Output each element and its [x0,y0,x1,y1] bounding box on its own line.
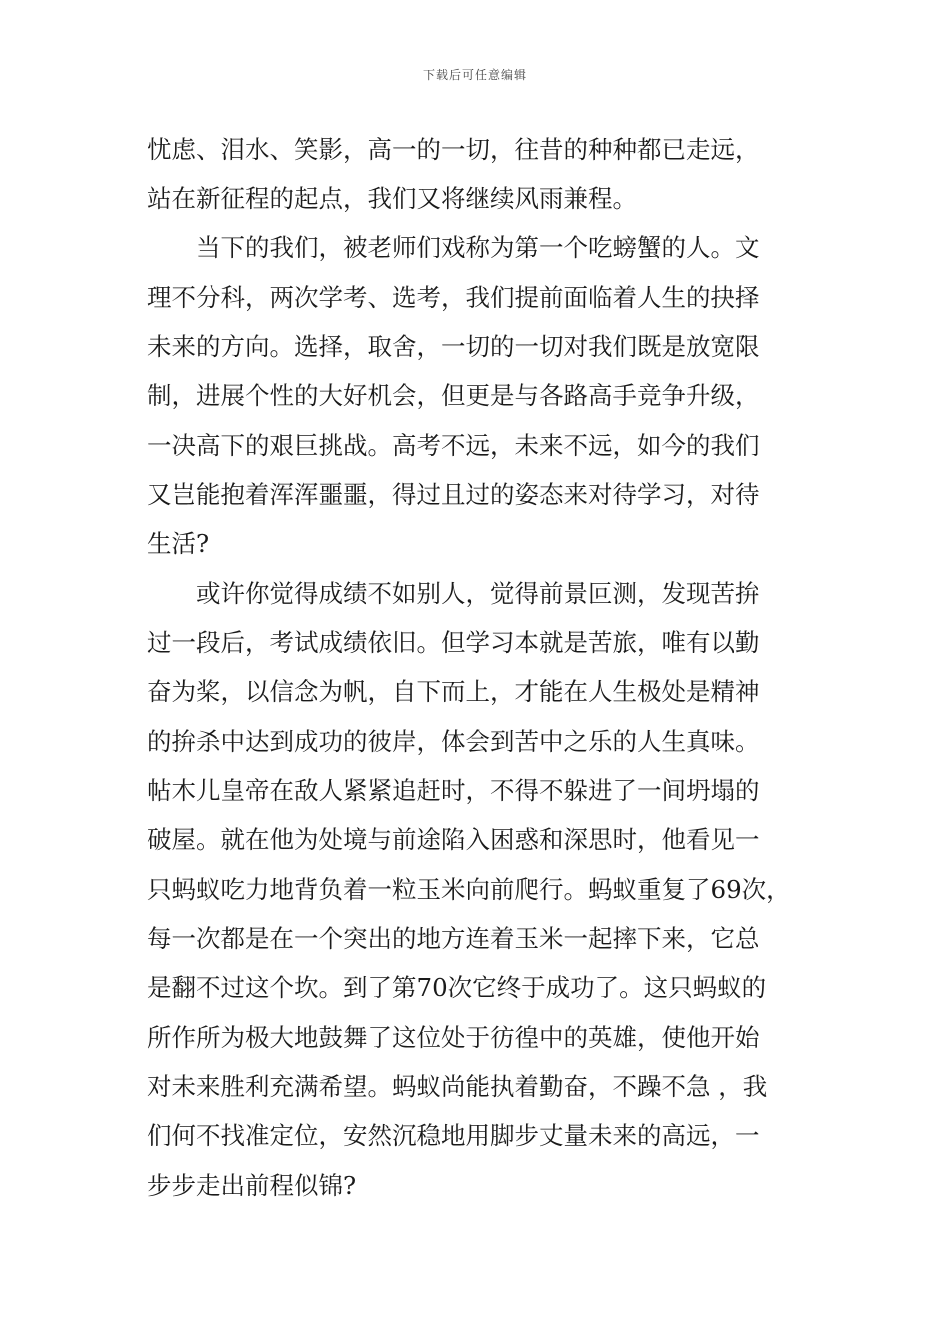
text-line: 奋为桨，以信念为帆，自下而上，才能在人生极处是精神 [147,677,760,706]
text-line: 只蚂蚁吃力地背负着一粒玉米向前爬行。蚂蚁重复了69次， [147,875,791,904]
text-line: 未来的方向。选择，取舍，一切的一切对我们既是放宽限 [147,332,760,361]
text-line: 步步走出前程似锦? [147,1171,357,1200]
page-header: 下载后可任意编辑 [422,68,527,82]
text-line: 当下的我们，被老师们戏称为第一个吃螃蟹的人。文 [196,233,760,262]
text-line: 站在新征程的起点，我们又将继续风雨兼程。 [147,184,637,213]
text-line: 生活? [147,529,210,558]
text-line: 又岂能抱着浑浑噩噩，得过且过的姿态来对待学习，对待 [147,480,760,509]
text-line: 的拚杀中达到成功的彼岸，体会到苦中之乐的人生真味。 [147,727,760,756]
text-line: 破屋。就在他为处境与前途陷入困惑和深思时，他看见一 [147,825,760,854]
text-line: 是翻不过这个坎。到了第70次它终于成功了。这只蚂蚁的 [147,973,767,1002]
text-line: 帖木儿皇帝在敌人紧紧追赶时，不得不躲进了一间坍塌的 [147,776,760,805]
text-line: 一决高下的艰巨挑战。高考不远，未来不远，如今的我们 [147,431,760,460]
text-line: 所作所为极大地鼓舞了这位处于彷徨中的英雄，使他开始 [147,1023,760,1052]
text-line: 制，进展个性的大好机会，但更是与各路高手竞争升级， [147,381,760,410]
text-line: 对未来胜利充满希望。蚂蚁尚能执着勤奋，不躁不急 ，我 [147,1072,768,1101]
text-line: 每一次都是在一个突出的地方连着玉米一起摔下来，它总 [147,924,760,953]
text-line: 或许你觉得成绩不如别人，觉得前景叵测，发现苦拚 [196,579,760,608]
text-line: 忧虑、泪水、笑影，高一的一切，往昔的种种都已走远， [147,135,760,164]
text-line: 们何不找准定位，安然沉稳地用脚步丈量未来的高远，一 [147,1121,760,1150]
text-line: 理不分科，两次学考、选考，我们提前面临着人生的抉择 [147,283,760,312]
text-line: 过一段后，考试成绩依旧。但学习本就是苦旅，唯有以勤 [147,628,760,657]
